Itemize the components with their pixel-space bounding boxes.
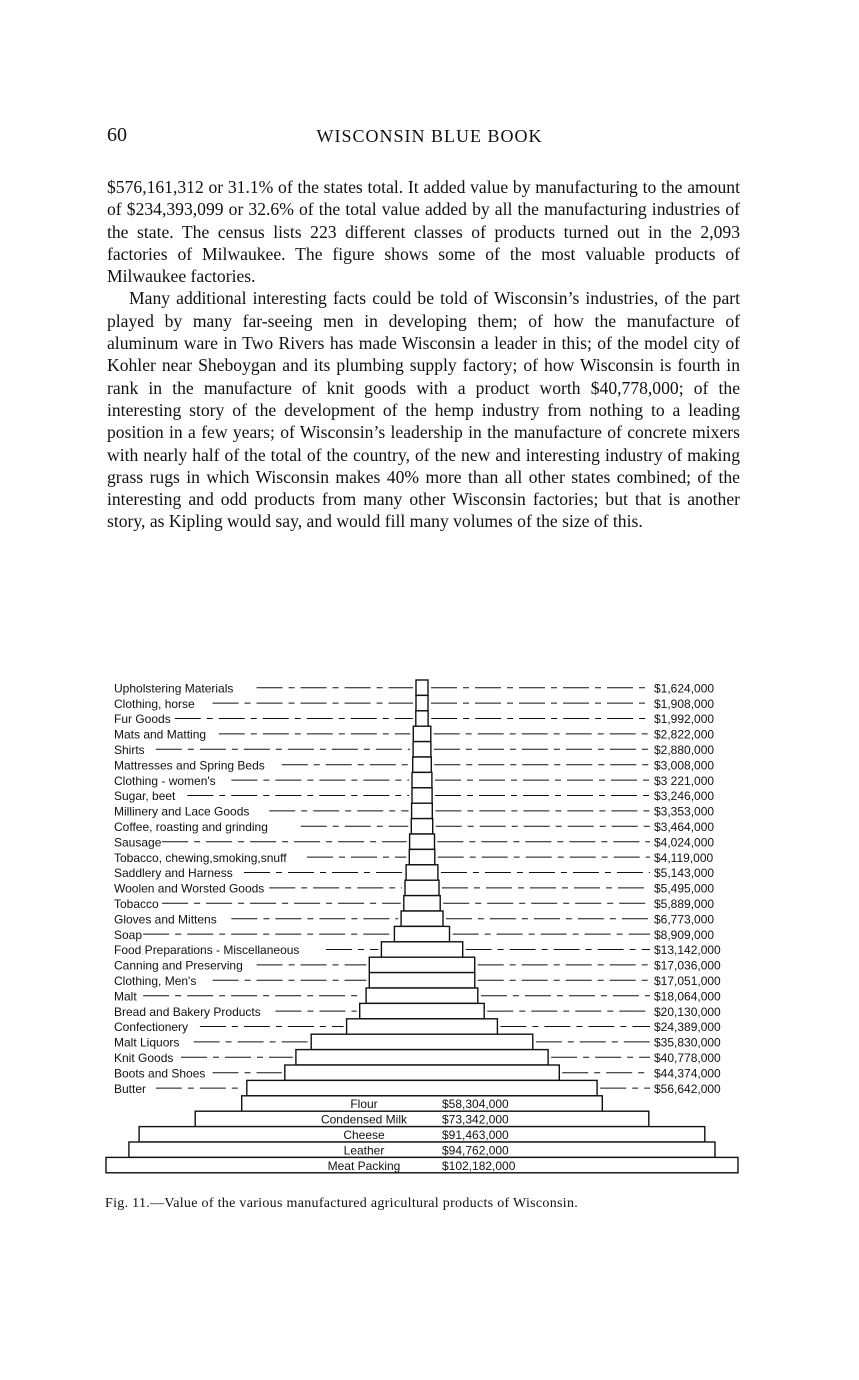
category-label: Butter — [114, 1081, 147, 1096]
running-head: WISCONSIN BLUE BOOK — [316, 126, 543, 146]
bar — [242, 1096, 603, 1111]
paragraph: Many additional interesting facts could be told of Wisconsin’s industries, of the part played by many far-seeing men in developing them; of how the manufacture of aluminum ware in Two Rivers has made Wisconsin a leader in this; of the model city of Kohler near Sheboygan and its plumbing supply factory; of how Wisconsin is fourth in rank in the manufacture of knit goods with a product worth $40,778,000; of the interesting story of the development of the hemp industry from nothing to a leading position in a few years; of Wisconsin’s leadership in the manufacture of concrete mixers with nearly half of the total of the country, of the new and interesting industry of making grass rugs in which Wisconsin makes 40% more than all other states combined; of the interesting and odd products from many other Wisconsin factories; but that is another story, as Kipling would say, and would fill many volumes of the size of this. — [107, 288, 740, 532]
category-label: Leather — [343, 1143, 385, 1158]
bar — [296, 1050, 548, 1065]
bar — [416, 711, 428, 726]
value-label: $6,773,000 — [654, 912, 715, 927]
bar — [369, 957, 474, 972]
category-label: Upholstering Materials — [114, 681, 234, 696]
value-label: $24,389,000 — [654, 1020, 721, 1035]
bar — [347, 1019, 498, 1034]
bar — [413, 726, 431, 741]
value-label: $3,008,000 — [654, 758, 715, 773]
bar — [311, 1034, 533, 1049]
bar — [129, 1142, 715, 1157]
category-label: Canning and Preserving — [114, 958, 243, 973]
value-label: $91,463,000 — [442, 1128, 509, 1142]
value-label: $2,880,000 — [654, 743, 715, 757]
bar — [195, 1111, 649, 1126]
bar — [360, 1003, 485, 1018]
category-label: Clothing - women's — [114, 773, 216, 788]
paragraph: $576,161,312 or 31.1% of the states total. It added value by manufacturing to the amount of $234,393,099 or 32.6% of the total value added by all the manufacturing industries of the state. The census lists 223 different classes of products turned out in the 2,093 factories of Milwaukee. The figure shows some of the most valuable products of Milwaukee factories. — [107, 177, 740, 287]
value-label: $2,822,000 — [654, 727, 715, 742]
category-label: Sugar, beet — [114, 789, 176, 804]
category-label: Flour — [350, 1097, 378, 1112]
value-label: $5,889,000 — [654, 897, 715, 911]
category-label: Sausage — [114, 835, 162, 850]
value-label: $102,182,000 — [442, 1158, 516, 1173]
bar — [381, 942, 462, 957]
category-label: Clothing, horse — [114, 696, 195, 711]
category-label: Bread and Bakery Products — [114, 1004, 261, 1019]
bar — [411, 819, 432, 834]
bar — [410, 834, 435, 849]
bar — [409, 849, 435, 864]
bar — [394, 926, 449, 941]
bar — [404, 896, 440, 911]
category-label: Millinery and Lace Goods — [114, 804, 250, 819]
value-label: $8,909,000 — [654, 927, 715, 942]
bar — [413, 757, 432, 772]
value-label: $3,353,000 — [654, 804, 715, 819]
category-label: Fur Goods — [114, 712, 171, 727]
value-label: $17,036,000 — [654, 958, 721, 973]
bar — [285, 1065, 560, 1080]
bar — [366, 988, 478, 1003]
category-label: Cheese — [343, 1128, 385, 1142]
value-label: $20,130,000 — [654, 1004, 721, 1019]
category-label: Soap — [114, 927, 143, 942]
value-label: $5,143,000 — [654, 866, 715, 881]
category-label: Tobacco — [114, 897, 159, 911]
category-label: Boots and Shoes — [114, 1066, 206, 1081]
value-label: $40,778,000 — [654, 1051, 721, 1065]
bar — [412, 803, 433, 818]
category-label: Shirts — [114, 743, 145, 757]
category-label: Gloves and Mittens — [114, 912, 217, 927]
value-label: $3,246,000 — [654, 789, 715, 804]
value-label: $5,495,000 — [654, 881, 715, 896]
bar — [416, 695, 428, 710]
value-label: $4,119,000 — [654, 850, 714, 865]
bar — [369, 973, 475, 988]
page-number: 60 — [107, 124, 127, 146]
value-label: $1,624,000 — [654, 681, 715, 696]
value-label: $35,830,000 — [654, 1035, 721, 1050]
category-label: Saddlery and Harness — [114, 866, 233, 881]
bar — [247, 1080, 597, 1095]
category-label: Meat Packing — [327, 1158, 401, 1173]
category-label: Food Preparations - Miscellaneous — [114, 943, 300, 958]
value-label: $3,464,000 — [654, 820, 715, 834]
bar — [416, 680, 428, 695]
category-label: Coffee, roasting and grinding — [114, 820, 268, 834]
bar — [139, 1127, 705, 1142]
value-label: $44,374,000 — [654, 1066, 721, 1081]
bar — [413, 742, 431, 757]
category-label: Clothing, Men's — [114, 974, 197, 988]
bar — [412, 788, 432, 803]
value-label: $18,064,000 — [654, 989, 721, 1004]
category-label: Malt Liquors — [114, 1035, 180, 1050]
value-label: $1,908,000 — [654, 696, 715, 711]
category-label: Confectionery — [114, 1020, 189, 1035]
value-label: $17,051,000 — [654, 974, 721, 988]
category-label: Knit Goods — [114, 1051, 174, 1065]
figure-caption: Fig. 11.—Value of the various manufactured agricultural products of Wisconsin. — [105, 1196, 579, 1211]
category-label: Malt — [114, 989, 137, 1004]
value-label: $4,024,000 — [654, 835, 715, 850]
value-label: $1,992,000 — [654, 712, 715, 727]
value-label: $3 221,000 — [654, 773, 715, 788]
value-label: $58,304,000 — [442, 1097, 509, 1112]
value-label: $94,762,000 — [442, 1143, 509, 1158]
bar — [405, 880, 439, 895]
bar — [412, 772, 432, 787]
category-label: Condensed Milk — [320, 1112, 408, 1127]
value-label: $56,642,000 — [654, 1081, 721, 1096]
body-text — [107, 176, 740, 533]
category-label: Mattresses and Spring Beds — [114, 758, 265, 773]
value-label: $73,342,000 — [442, 1112, 509, 1127]
bar — [106, 1157, 738, 1172]
category-label: Tobacco, chewing,smoking,snuff — [114, 850, 287, 865]
bar — [401, 911, 443, 926]
value-label: $13,142,000 — [654, 943, 721, 958]
bar — [406, 865, 438, 880]
category-label: Mats and Matting — [114, 727, 207, 742]
products-chart — [0, 660, 859, 1180]
category-label: Woolen and Worsted Goods — [114, 881, 265, 896]
